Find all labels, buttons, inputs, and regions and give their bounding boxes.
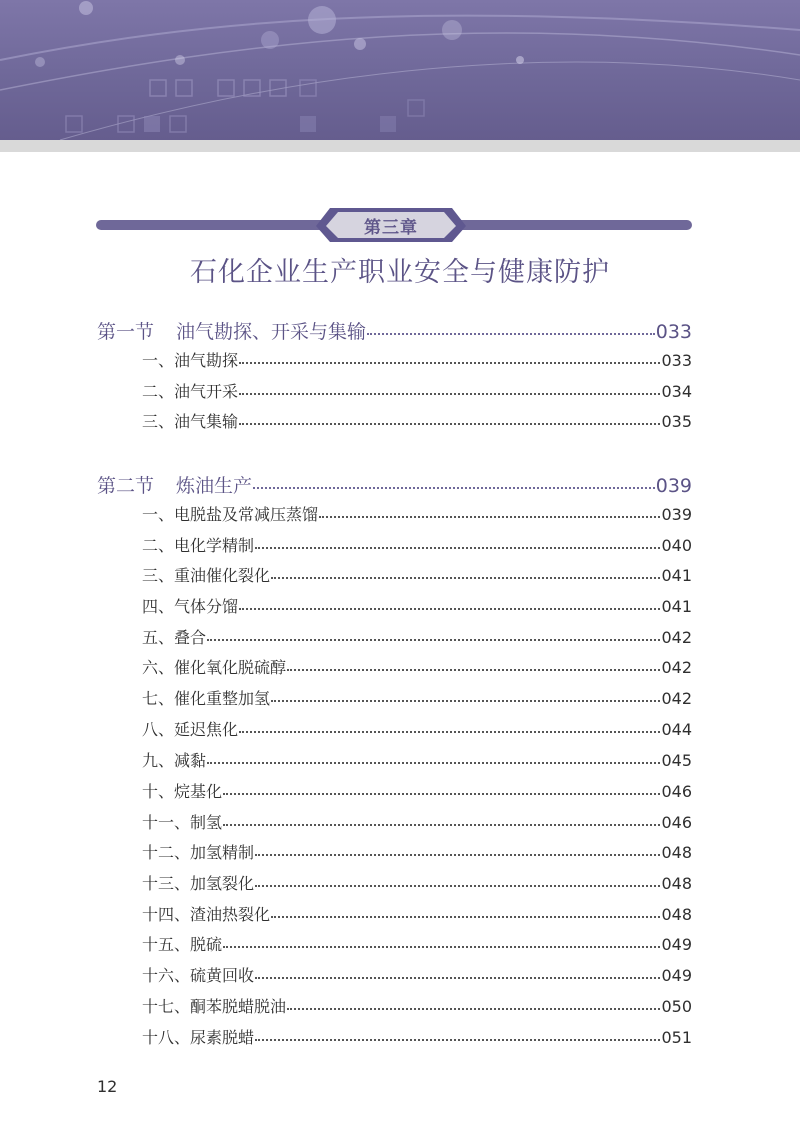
toc-item-page: 041 — [661, 597, 692, 616]
toc-item-label: 十三、加氢裂化 — [142, 874, 255, 893]
toc-item-page: 039 — [661, 505, 692, 524]
leader-dots — [271, 577, 660, 579]
toc-item-page: 045 — [661, 751, 692, 770]
toc-item-label: 十四、渣油热裂化 — [142, 905, 271, 924]
toc-item-page: 034 — [661, 382, 692, 401]
leader-dots — [271, 700, 660, 702]
leader-dots — [255, 854, 660, 856]
toc-item[interactable] — [142, 625, 692, 648]
toc-item[interactable] — [142, 840, 692, 863]
chapter-title: 石化企业生产职业安全与健康防护 — [190, 257, 610, 288]
toc-item[interactable] — [142, 717, 692, 740]
toc-item-page: 033 — [661, 351, 692, 370]
chapter-label: 第三章 — [364, 218, 418, 238]
leader-dots — [223, 793, 660, 795]
toc-item-page: 049 — [661, 935, 692, 954]
toc-item-label: 一、电脱盐及常减压蒸馏 — [142, 505, 319, 524]
leader-dots — [207, 639, 660, 641]
leader-dots — [239, 608, 660, 610]
toc-item-page: 048 — [661, 843, 692, 862]
toc-item[interactable] — [142, 686, 692, 709]
toc-item-label: 三、油气集输 — [142, 412, 239, 431]
toc-item[interactable] — [142, 902, 692, 925]
toc-item-page: 042 — [661, 658, 692, 677]
leader-dots — [223, 824, 660, 826]
toc-item[interactable] — [142, 932, 692, 955]
toc-item-label: 五、叠合 — [142, 628, 207, 647]
toc-item[interactable] — [142, 409, 692, 432]
leader-dots — [255, 977, 660, 979]
leader-dots — [255, 1039, 660, 1041]
page-number: 12 — [97, 1077, 118, 1096]
toc-item[interactable] — [142, 379, 692, 402]
leader-dots — [319, 516, 660, 518]
toc-item-label: 九、减黏 — [142, 751, 207, 770]
toc-item-page: 041 — [661, 566, 692, 585]
toc-item-page: 042 — [661, 628, 692, 647]
banner-decoration — [0, 0, 800, 140]
toc-item-page: 044 — [661, 720, 692, 739]
toc-section-1[interactable] — [97, 317, 692, 344]
toc-item-page: 050 — [661, 997, 692, 1016]
leader-dots — [239, 362, 660, 364]
toc-item-label: 四、气体分馏 — [142, 597, 239, 616]
toc-item-label: 十二、加氢精制 — [142, 843, 255, 862]
toc-item[interactable] — [142, 963, 692, 986]
leader-dots — [287, 1008, 660, 1010]
section-number: 第一节 — [97, 321, 155, 343]
section-number: 第二节 — [97, 475, 155, 497]
section-heading — [97, 317, 366, 344]
toc-item-page: 051 — [661, 1028, 692, 1047]
toc-item-label: 十八、尿素脱蜡 — [142, 1028, 255, 1047]
toc-item[interactable] — [142, 871, 692, 894]
toc-item[interactable] — [142, 533, 692, 556]
leader-dots — [207, 762, 660, 764]
leader-dots — [255, 547, 660, 549]
toc-item-page: 042 — [661, 689, 692, 708]
toc-item-label: 八、延迟焦化 — [142, 720, 239, 739]
leader-dots — [239, 393, 660, 395]
toc-item-label: 十一、制氢 — [142, 813, 223, 832]
toc-item-label: 七、催化重整加氢 — [142, 689, 271, 708]
leader-dots — [239, 731, 660, 733]
toc-item-label: 十七、酮苯脱蜡脱油 — [142, 997, 287, 1016]
leader-dots — [271, 916, 660, 918]
toc-item-label: 二、油气开采 — [142, 382, 239, 401]
toc-item-label: 十六、硫黄回收 — [142, 966, 255, 985]
toc-item-page: 040 — [661, 536, 692, 555]
section-page: 033 — [655, 321, 692, 343]
leader-dots — [255, 885, 660, 887]
toc-item-label: 一、油气勘探 — [142, 351, 239, 370]
section-heading — [97, 471, 252, 498]
toc-item-page: 035 — [661, 412, 692, 431]
toc-item[interactable] — [142, 348, 692, 371]
toc-item[interactable] — [142, 563, 692, 586]
leader-dots — [287, 669, 660, 671]
toc-item-label: 三、重油催化裂化 — [142, 566, 271, 585]
section-page: 039 — [655, 475, 692, 497]
toc-item-page: 046 — [661, 782, 692, 801]
toc-item[interactable] — [142, 594, 692, 617]
toc-item[interactable] — [142, 655, 692, 678]
toc-item[interactable] — [142, 502, 692, 525]
header-banner — [0, 0, 800, 140]
toc-section-2[interactable] — [97, 471, 692, 498]
toc-item-page: 048 — [661, 905, 692, 924]
toc-item[interactable] — [142, 994, 692, 1017]
toc-item-label: 二、电化学精制 — [142, 536, 255, 555]
section-name: 炼油生产 — [176, 475, 253, 497]
leader-dots — [367, 333, 655, 335]
toc-item[interactable] — [142, 810, 692, 833]
leader-dots — [239, 423, 660, 425]
banner-bottom-strip — [0, 140, 800, 152]
toc-item[interactable] — [142, 1025, 692, 1048]
section-name: 油气勘探、开采与集输 — [176, 321, 367, 343]
toc-item-label: 十、烷基化 — [142, 782, 223, 801]
leader-dots — [253, 487, 655, 489]
toc-item-label: 六、催化氧化脱硫醇 — [142, 658, 287, 677]
toc-item[interactable] — [142, 748, 692, 771]
toc-item-page: 046 — [661, 813, 692, 832]
toc-item-page: 049 — [661, 966, 692, 985]
leader-dots — [223, 946, 660, 948]
toc-item-page: 048 — [661, 874, 692, 893]
toc-item[interactable] — [142, 779, 692, 802]
toc-item-label: 十五、脱硫 — [142, 935, 223, 954]
